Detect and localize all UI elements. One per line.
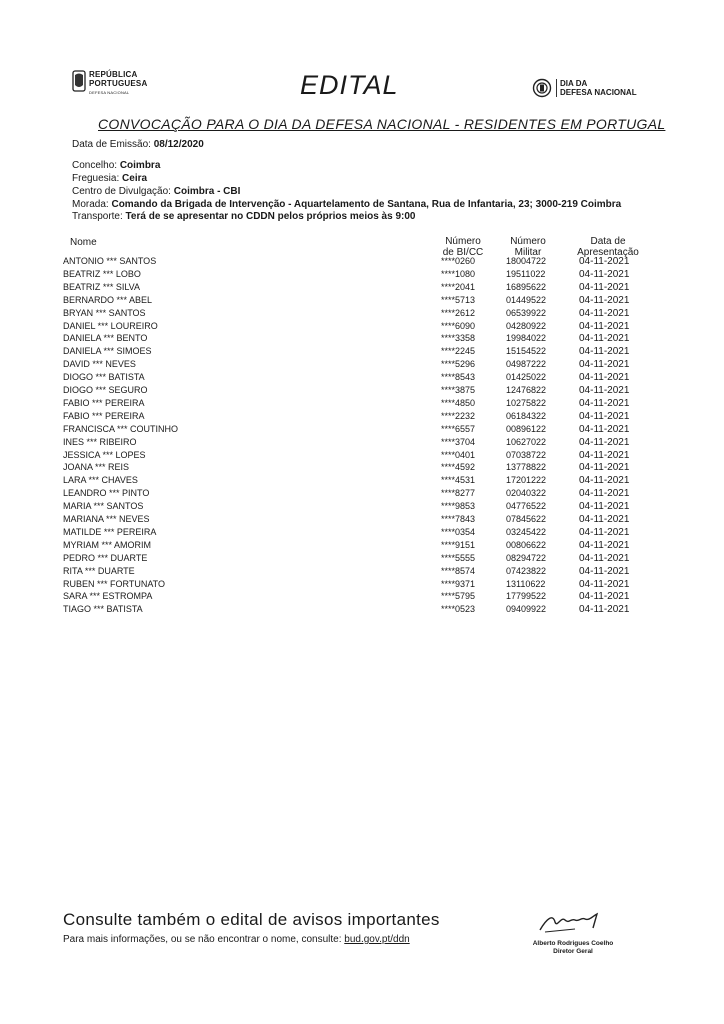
cell-bi-number: ****8277 (441, 488, 476, 499)
cell-name: DANIELA *** SIMOES (63, 346, 152, 357)
table-row (0, 501, 724, 514)
centro-divulgacao (72, 186, 240, 197)
table-row (0, 591, 724, 604)
column-header-bi: Número de BI/CC (442, 236, 484, 258)
transporte (72, 211, 415, 222)
table-row (0, 346, 724, 359)
cell-military-number: 19511022 (506, 268, 546, 279)
ddn-line-2: DEFESA NACIONAL (560, 88, 637, 97)
table-row (0, 475, 724, 488)
cell-military-number: 17799522 (506, 591, 547, 602)
cell-name: DAVID *** NEVES (63, 359, 136, 370)
cell-military-number: 10627022 (506, 436, 547, 447)
table-row (0, 359, 724, 372)
consulte-notice: Consulte também o edital de avisos importantes (63, 910, 440, 929)
republic-line-2: PORTUGUESA (89, 79, 148, 88)
cell-name: FABIO *** PEREIRA (63, 410, 145, 421)
cell-name: BEATRIZ *** SILVA (63, 281, 141, 292)
cell-military-number: 09409922 (506, 604, 547, 615)
cell-presentation-date: 04-11-2021 (579, 578, 630, 590)
centro-label: Centro de Divulgação: (72, 186, 171, 197)
cell-name: SARA *** ESTROMPA (63, 591, 153, 602)
emission-value: 08/12/2020 (153, 139, 204, 150)
cell-presentation-date: 04-11-2021 (579, 565, 630, 577)
cell-bi-number: ****3875 (441, 385, 476, 395)
cell-name: BRYAN *** SANTOS (63, 307, 146, 318)
cell-presentation-date: 04-11-2021 (579, 488, 630, 500)
emission-date (72, 139, 204, 150)
cell-bi-number: ****2612 (441, 307, 476, 318)
column-header-name: Nome (70, 237, 97, 248)
cell-name: LEANDRO *** PINTO (63, 488, 150, 499)
table-row (0, 424, 724, 437)
table-row (0, 540, 724, 553)
transporte-value: Terá de se apresentar no CDDN pelos próprios meios às 9:00 (125, 211, 416, 222)
ddn-logo (532, 78, 652, 102)
cell-name: FABIO *** PEREIRA (63, 397, 145, 408)
cell-name: LARA *** CHAVES (63, 475, 138, 486)
ddn-emblem-icon (532, 78, 552, 98)
morada-label: Morada: (72, 199, 109, 210)
table-row (0, 398, 724, 411)
cell-presentation-date: 04-11-2021 (579, 526, 630, 538)
freguesia-label: Freguesia: (72, 173, 120, 184)
more-info-text (63, 934, 410, 945)
cell-presentation-date: 04-11-2021 (579, 410, 630, 422)
cell-name: MYRIAM *** AMORIM (63, 539, 152, 550)
cell-presentation-date: 04-11-2021 (579, 539, 630, 551)
table-row (0, 604, 724, 617)
cell-presentation-date: 04-11-2021 (579, 320, 630, 332)
table-row (0, 437, 724, 450)
cell-presentation-date: 04-11-2021 (579, 514, 630, 525)
cell-bi-number: ****4850 (441, 397, 476, 408)
table-row (0, 579, 724, 592)
cell-name: RUBEN *** FORTUNATO (63, 578, 166, 589)
table-row (0, 527, 724, 540)
cell-name: MARIA *** SANTOS (63, 501, 144, 512)
table-row (0, 566, 724, 579)
page-title: EDITAL (300, 70, 399, 100)
cell-military-number: 13110622 (506, 578, 546, 589)
table-row (0, 321, 724, 334)
table-row (0, 282, 724, 295)
republic-emblem-icon (72, 70, 86, 92)
cell-bi-number: ****6090 (441, 320, 476, 331)
cell-military-number: 06539922 (506, 307, 547, 318)
freguesia-value: Ceira (122, 173, 148, 184)
cell-military-number: 10275822 (506, 397, 547, 408)
cell-presentation-date: 04-11-2021 (579, 333, 630, 345)
cell-military-number: 00806622 (506, 539, 547, 550)
signature-icon (535, 908, 615, 936)
cell-bi-number: ****2041 (441, 281, 476, 292)
cell-presentation-date: 04-11-2021 (579, 307, 630, 319)
cell-name: MATILDE *** PEREIRA (63, 526, 157, 537)
republic-subtitle: DEFESA NACIONAL (89, 90, 130, 95)
cell-presentation-date: 04-11-2021 (579, 436, 630, 448)
cell-name: FRANCISCA *** COUTINHO (63, 423, 179, 434)
morada-value: Comando da Brigada de Intervenção - Aquartelamento de Santana, Rua de Infantaria, 23; 3000-219 Coimbra (111, 199, 622, 210)
cell-name: BEATRIZ *** LOBO (63, 268, 141, 279)
cell-presentation-date: 04-11-2021 (579, 385, 630, 396)
cell-name: DANIEL *** LOUREIRO (63, 320, 158, 331)
concelho-label: Concelho: (72, 160, 118, 171)
cell-bi-number: ****5555 (441, 552, 476, 563)
cell-name: JESSICA *** LOPES (63, 449, 146, 460)
cell-military-number: 00896122 (506, 423, 547, 434)
table-row (0, 553, 724, 566)
cell-name: TIAGO *** BATISTA (63, 604, 143, 615)
cell-military-number: 07423822 (506, 565, 547, 576)
cell-military-number: 03245422 (506, 526, 547, 537)
cell-bi-number: ****0354 (441, 526, 476, 537)
cell-name: MARIANA *** NEVES (63, 514, 150, 524)
concelho (72, 160, 160, 171)
transporte-label: Transporte: (72, 211, 123, 222)
website-link[interactable]: bud.gov.pt/ddn (344, 934, 410, 945)
cell-bi-number: ****9151 (441, 539, 476, 550)
table-row (0, 462, 724, 475)
cell-presentation-date: 04-11-2021 (579, 423, 630, 435)
column-header-militar: Número Militar (510, 236, 546, 258)
cell-presentation-date: 04-11-2021 (579, 604, 630, 616)
cell-presentation-date: 04-11-2021 (579, 256, 630, 267)
cell-military-number: 15154522 (506, 346, 547, 357)
more-info-label: Para mais informações, ou se não encontrar o nome, consulte: (63, 934, 342, 945)
cell-name: DIOGO *** SEGURO (63, 385, 148, 395)
table-row (0, 514, 724, 527)
table-row (0, 256, 724, 269)
table-row (0, 372, 724, 385)
cell-bi-number: ****5296 (441, 359, 476, 370)
cell-bi-number: ****6557 (441, 423, 476, 434)
cell-bi-number: ****4531 (441, 475, 476, 486)
cell-name: INES *** RIBEIRO (63, 436, 137, 447)
cell-bi-number: ****0260 (441, 256, 476, 266)
cell-military-number: 18004722 (506, 256, 547, 266)
document-subtitle: CONVOCAÇÃO PARA O DIA DA DEFESA NACIONAL - RESIDENTES EM PORTUGAL (98, 116, 666, 132)
cell-military-number: 04280922 (506, 320, 547, 331)
cell-bi-number: ****3358 (441, 333, 476, 344)
cell-military-number: 13778822 (506, 462, 547, 473)
cell-name: DANIELA *** BENTO (63, 333, 148, 344)
cell-military-number: 07038722 (506, 449, 547, 460)
cell-name: DIOGO *** BATISTA (63, 372, 145, 383)
cell-bi-number: ****4592 (441, 462, 476, 473)
table-row (0, 411, 724, 424)
signer-role: Diretor Geral (553, 948, 593, 955)
table-row (0, 295, 724, 308)
cell-presentation-date: 04-11-2021 (579, 346, 630, 358)
cell-presentation-date: 04-11-2021 (579, 359, 630, 371)
cell-military-number: 04987222 (506, 359, 547, 370)
cell-military-number: 01449522 (506, 294, 547, 305)
table-row (0, 308, 724, 321)
cell-presentation-date: 04-11-2021 (579, 449, 630, 461)
cell-presentation-date: 04-11-2021 (579, 281, 630, 293)
cell-presentation-date: 04-11-2021 (579, 372, 630, 384)
republic-line-1: REPÚBLICA (89, 70, 138, 79)
republica-portuguesa-logo (72, 70, 152, 100)
cell-presentation-date: 04-11-2021 (579, 475, 630, 487)
table-row (0, 450, 724, 463)
cell-bi-number: ****0523 (441, 604, 476, 615)
cell-bi-number: ****3704 (441, 436, 476, 447)
cell-name: RITA *** DUARTE (63, 565, 135, 576)
cell-military-number: 08294722 (506, 552, 547, 563)
cell-military-number: 07845622 (506, 514, 547, 524)
cell-military-number: 19984022 (506, 333, 547, 344)
table-row (0, 488, 724, 501)
column-header-date: Data de Apresentação (577, 236, 639, 258)
cell-bi-number: ****9371 (441, 578, 476, 589)
cell-name: JOANA *** REIS (63, 462, 130, 473)
cell-military-number: 12476822 (506, 385, 547, 395)
table-row (0, 269, 724, 282)
concelho-value: Coimbra (119, 160, 161, 171)
signer-name: Alberto Rodrigues Coelho (532, 940, 614, 947)
cell-bi-number: ****8574 (441, 565, 476, 576)
emission-label: Data de Emissão: (72, 139, 151, 150)
cell-bi-number: ****1080 (441, 268, 476, 279)
cell-military-number: 02040322 (506, 488, 547, 499)
morada (72, 199, 621, 210)
cell-military-number: 17201222 (506, 475, 547, 486)
cell-military-number: 06184322 (506, 410, 547, 421)
cell-presentation-date: 04-11-2021 (579, 462, 630, 474)
cell-bi-number: ****0401 (441, 449, 476, 460)
cell-bi-number: ****2232 (441, 410, 476, 421)
cell-military-number: 04776522 (506, 501, 547, 512)
centro-value: Coimbra - CBI (173, 186, 241, 197)
cell-presentation-date: 04-11-2021 (579, 591, 630, 603)
cell-bi-number: ****9853 (441, 501, 476, 512)
cell-bi-number: ****5713 (441, 294, 476, 305)
cell-name: BERNARDO *** ABEL (63, 294, 153, 305)
cell-name: PEDRO *** DUARTE (63, 552, 148, 563)
cell-presentation-date: 04-11-2021 (579, 397, 630, 409)
cell-presentation-date: 04-11-2021 (579, 552, 630, 564)
cell-bi-number: ****2245 (441, 346, 476, 357)
cell-bi-number: ****5795 (441, 591, 476, 602)
freguesia (72, 173, 147, 184)
cell-military-number: 01425022 (506, 372, 547, 383)
cell-presentation-date: 04-11-2021 (579, 268, 630, 280)
cell-military-number: 16895622 (506, 281, 547, 292)
cell-presentation-date: 04-11-2021 (579, 501, 630, 513)
cell-name: ANTONIO *** SANTOS (63, 256, 157, 266)
cell-bi-number: ****8543 (441, 372, 476, 383)
table-row (0, 385, 724, 398)
cell-presentation-date: 04-11-2021 (579, 294, 630, 306)
ddn-line-1: DIA DA (560, 79, 588, 88)
table-row (0, 333, 724, 346)
cell-bi-number: ****7843 (441, 514, 476, 524)
